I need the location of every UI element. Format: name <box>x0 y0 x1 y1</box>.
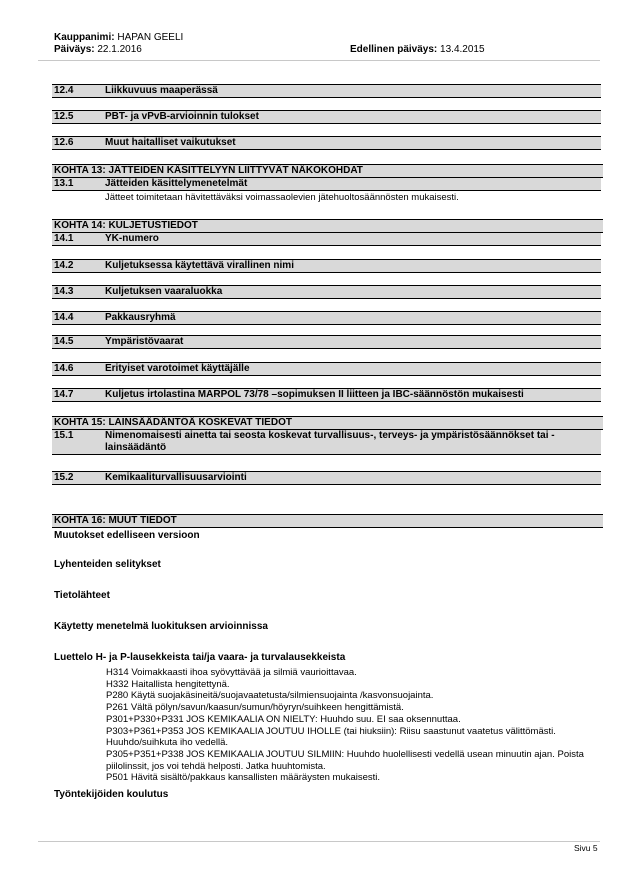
row-number: 14.5 <box>54 336 74 347</box>
row-14-6 <box>52 362 601 376</box>
row-number: 12.6 <box>54 137 74 148</box>
phrase-item: P305+P351+P338 JOS KEMIKAALIA JOUTUU SILMIIN: Huuhdo huolellisesti vedellä usean minuutin ajan. Poista piilolinssit, jos voi tehdä helposti. Jatka huuhtomista. <box>106 748 584 772</box>
footer-divider <box>38 841 600 842</box>
issue-date-value: 22.1.2016 <box>97 44 142 55</box>
phrase-item: H314 Voimakkaasti ihoa syövyttävää ja silmiä vaurioittavaa. <box>106 667 357 678</box>
method-heading: Käytetty menetelmä luokituksen arvioinnissa <box>54 621 268 632</box>
abbreviations-heading: Lyhenteiden selitykset <box>54 559 161 570</box>
row-number: 12.4 <box>54 85 74 96</box>
row-number: 14.4 <box>54 312 74 323</box>
row-15-2 <box>52 471 601 485</box>
row-label: Kuljetuksessa käytettävä virallinen nimi <box>105 260 294 271</box>
row-13-1 <box>52 178 601 203</box>
row-14-1 <box>52 233 601 246</box>
phrase-item: P301+P330+P331 JOS KEMIKAALIA ON NIELTY: Huuhdo suu. EI saa oksennuttaa. <box>106 713 461 725</box>
row-label: Kuljetus irtolastina MARPOL 73/78 –sopimuksen II liitteen ja IBC-säännöstön mukaisesti <box>105 389 524 400</box>
row-label: Nimenomaisesti ainetta tai seosta koskevat turvallisuus-, terveys- ja ympäristösäännökset tai -lainsäädäntö <box>105 430 555 453</box>
row-number: 13.1 <box>54 178 74 189</box>
row-label: Liikkuvuus maaperässä <box>105 85 218 96</box>
trade-name-label: Kauppanimi: <box>54 32 115 43</box>
row-label: Kemikaaliturvallisuusarviointi <box>105 472 247 483</box>
row-label: PBT- ja vPvB-arvioinnin tulokset <box>105 111 259 122</box>
row-number: 14.6 <box>54 363 74 374</box>
previous-date-label: Edellinen päiväys: <box>350 44 438 55</box>
row-14-2 <box>52 259 601 273</box>
row-body: Jätteet toimitetaan hävitettäväksi voimassaolevien jätehuoltosäännösten mukaisesti. <box>105 192 459 203</box>
row-label: Erityiset varotoimet käyttäjälle <box>105 363 250 374</box>
phrase-item: P303+P361+P353 JOS KEMIKAALIA JOUTUU IHOLLE (tai hiuksiin): Riisu saastunut vaatetus välittömästi. Huuhdo/suihkuta iho vedellä. <box>106 725 556 749</box>
previous-date-value: 13.4.2015 <box>440 44 485 55</box>
row-number: 15.2 <box>54 472 74 483</box>
section-14-heading: KOHTA 14: KULJETUSTIEDOT <box>52 219 603 233</box>
page-number: Sivu 5 <box>574 843 598 853</box>
row-label: Pakkausryhmä <box>105 312 176 323</box>
row-12-5 <box>52 110 601 124</box>
row-number: 14.7 <box>54 389 74 400</box>
header-divider <box>38 60 600 61</box>
phrase-list <box>106 667 596 784</box>
row-14-7 <box>52 388 601 402</box>
row-label: Muut haitalliset vaikutukset <box>105 137 236 148</box>
row-number: 14.2 <box>54 260 74 271</box>
row-14-5 <box>52 335 601 349</box>
issue-date-label: Päiväys: <box>54 44 95 55</box>
row-14-4 <box>52 311 601 325</box>
issue-date <box>54 44 142 56</box>
trade-name <box>54 32 183 44</box>
training-heading: Työntekijöiden koulutus <box>54 789 169 800</box>
phrase-item: P501 Hävitä sisältö/pakkaus kansallisten määräysten mukaisesti. <box>106 772 381 784</box>
trade-name-value: HAPAN GEELI <box>117 32 184 43</box>
section-16-heading: KOHTA 16: MUUT TIEDOT <box>52 514 603 528</box>
row-12-4 <box>52 84 601 98</box>
row-number: 14.3 <box>54 286 74 297</box>
phrase-item: P280 Käytä suojakäsineitä/suojavaatetusta/silmiensuojainta /kasvonsuojainta. <box>106 690 434 702</box>
row-label: Jätteiden käsittelymenetelmät <box>105 178 248 189</box>
row-label: YK-numero <box>105 233 159 244</box>
phrase-item: P261 Vältä pölyn/savun/kaasun/sumun/höyryn/suihkeen hengittämistä. <box>106 702 404 714</box>
sources-heading: Tietolähteet <box>54 590 110 601</box>
row-14-3 <box>52 285 601 299</box>
row-number: 15.1 <box>54 430 74 441</box>
section-13-heading: KOHTA 13: JÄTTEIDEN KÄSITTELYYN LIITTYVÄT NÄKÖKOHDAT <box>52 164 603 178</box>
changes-heading: Muutokset edelliseen versioon <box>54 530 200 541</box>
row-number: 12.5 <box>54 111 74 122</box>
row-15-1 <box>52 430 601 455</box>
row-label: Ympäristövaarat <box>105 336 184 347</box>
row-label: Kuljetuksen vaaraluokka <box>105 286 223 297</box>
previous-date <box>350 44 485 56</box>
phrase-list-heading: Luettelo H- ja P-lausekkeista tai/ja vaara- ja turvalausekkeista <box>54 652 346 663</box>
phrase-item: H332 Haitallista hengitettynä. <box>106 678 230 690</box>
row-12-6 <box>52 136 601 150</box>
row-number: 14.1 <box>54 233 74 244</box>
section-15-heading: KOHTA 15: LAINSÄÄDÄNTÖÄ KOSKEVAT TIEDOT <box>52 416 603 430</box>
